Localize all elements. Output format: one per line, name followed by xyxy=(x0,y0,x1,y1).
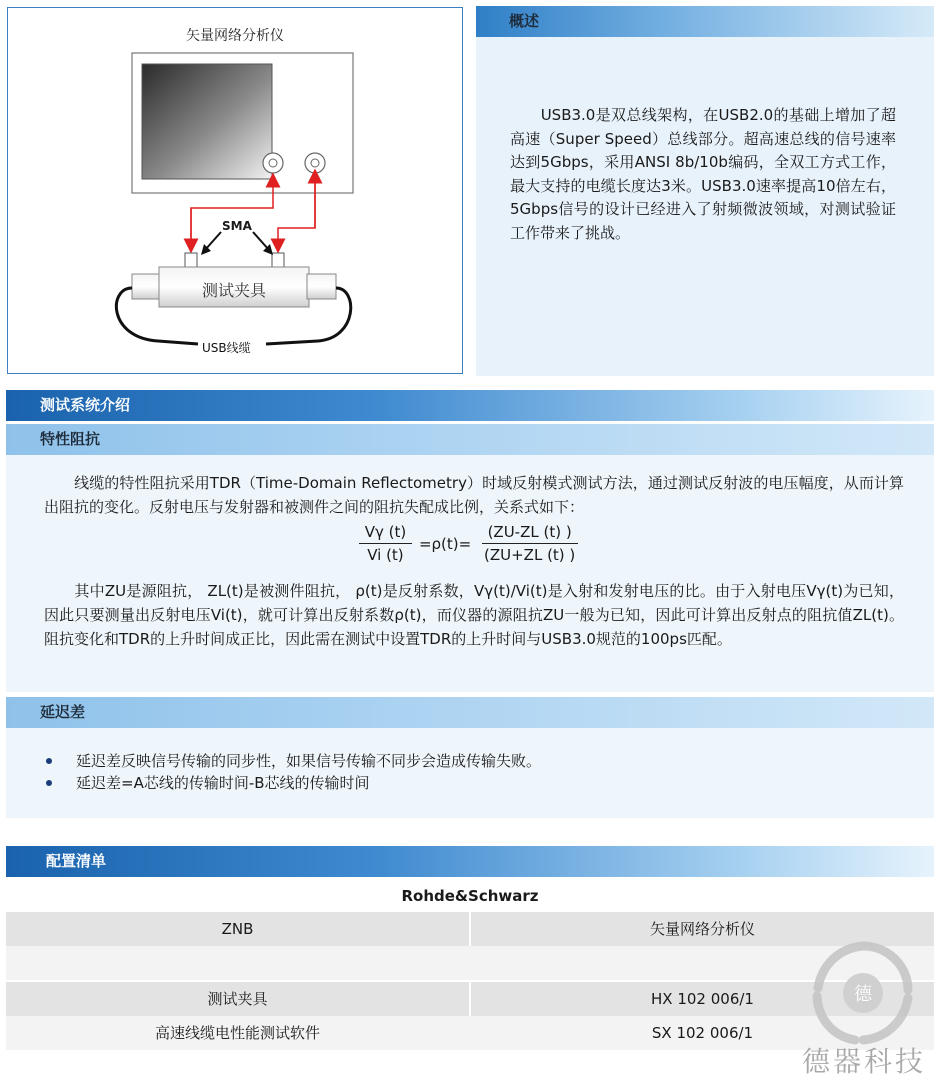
delay-heading: 延迟差 xyxy=(6,697,934,728)
fixture-plug-right xyxy=(307,274,336,299)
config-row-2-left xyxy=(6,946,469,980)
config-brand-row xyxy=(6,879,934,913)
sma-connector-right xyxy=(272,253,284,267)
test-system-heading: 测试系统介绍 xyxy=(6,390,934,421)
config-brand: Rohde&Schwarz xyxy=(401,887,539,905)
overview-heading: 概述 xyxy=(476,6,934,37)
table-row xyxy=(6,982,934,1016)
vna-screen xyxy=(142,64,272,179)
config-row-3-right: HX 102 006/1 xyxy=(651,990,754,1008)
table-row xyxy=(6,1016,934,1050)
sma-connector-left xyxy=(185,253,197,267)
delay-bullet-1: 延迟差反映信号传输的同步性，如果信号传输不同步会造成传输失败。 xyxy=(46,750,906,772)
formula-mid: =ρ(t)= xyxy=(418,534,472,553)
table-row xyxy=(6,946,934,980)
overview-text: USB3.0是双总线架构，在USB2.0的基础上增加了超高速（Super Speed）总线部分。超高速总线的信号速率达到5Gbps，采用ANSI 8b/10b编码，全双工方式工作，最大支持的电缆长度达3米。USB3.0速率提高10倍左右，5Gbps信号的设计已经进入了射频微波领域，对测试验证工作带来了挑战。 xyxy=(510,106,896,242)
cable-label: USB线缆 xyxy=(202,341,251,355)
config-row-4-right: SX 102 006/1 xyxy=(651,1024,754,1042)
diagram-title: 矢量网络分析仪 xyxy=(186,28,284,44)
reflection-formula xyxy=(6,523,934,564)
config-row-4-left: 高速线缆电性能测试软件 xyxy=(154,1024,320,1042)
config-heading: 配置清单 xyxy=(6,846,934,877)
impedance-section xyxy=(6,455,934,692)
config-row-1-left: ZNB xyxy=(221,920,254,938)
logo-seal-char: 德 xyxy=(854,984,872,1005)
config-row-3-left: 测试夹具 xyxy=(207,990,268,1008)
company-logo-icon xyxy=(808,938,918,1048)
diagram-panel xyxy=(7,7,463,374)
formula-lhs-den: Vi (t) xyxy=(367,546,404,564)
fixture-label: 测试夹具 xyxy=(201,281,266,300)
impedance-para-2: 其中ZU是源阻抗， ZL(t)是被测件阻抗， ρ(t)是反射系数，Vγ(t)/Vi(t)是入射和发射电压的比。由于入射电压Vγ(t)为已知，因此只要测量出反射电压Vi(t)，就可计算出反射系数ρ(t)，而仪器的源阻抗ZU一般为已知，因此可计算出反射点的阻抗值ZL(t)。阻抗变化和TDR的上升时间成正比，因此需在测试中设置TDR的上升时间与USB3.0规范的100ps匹配。 xyxy=(44,582,904,648)
delay-bullets xyxy=(46,750,906,794)
overview-panel xyxy=(476,6,934,376)
delay-section xyxy=(6,728,934,818)
sma-label: SMA xyxy=(222,219,252,233)
delay-bullet-2: 延迟差=A芯线的传输时间-B芯线的传输时间 xyxy=(46,772,906,794)
vna-test-diagram xyxy=(8,8,464,375)
formula-rhs-num: (ZU-ZL (t) ) xyxy=(482,523,578,544)
formula-rhs-den: (ZU+ZL (t) ) xyxy=(484,546,576,564)
company-logo-text: 德器科技 xyxy=(802,1045,927,1078)
config-row-1-right: 矢量网络分析仪 xyxy=(649,920,755,938)
fixture-plug-left xyxy=(132,274,161,299)
formula-lhs xyxy=(359,523,413,564)
table-row xyxy=(6,912,934,946)
impedance-heading: 特性阻抗 xyxy=(6,424,934,455)
formula-rhs xyxy=(478,523,581,564)
impedance-para-1: 线缆的特性阻抗采用TDR（Time-Domain Reflectometry）时域反射模式测试方法，通过测试反射波的电压幅度，从而计算出阻抗的变化。反射电压与发射器和被测件之间的阻抗失配成比例，关系式如下： xyxy=(44,474,904,516)
formula-lhs-num: Vγ (t) xyxy=(359,523,413,544)
